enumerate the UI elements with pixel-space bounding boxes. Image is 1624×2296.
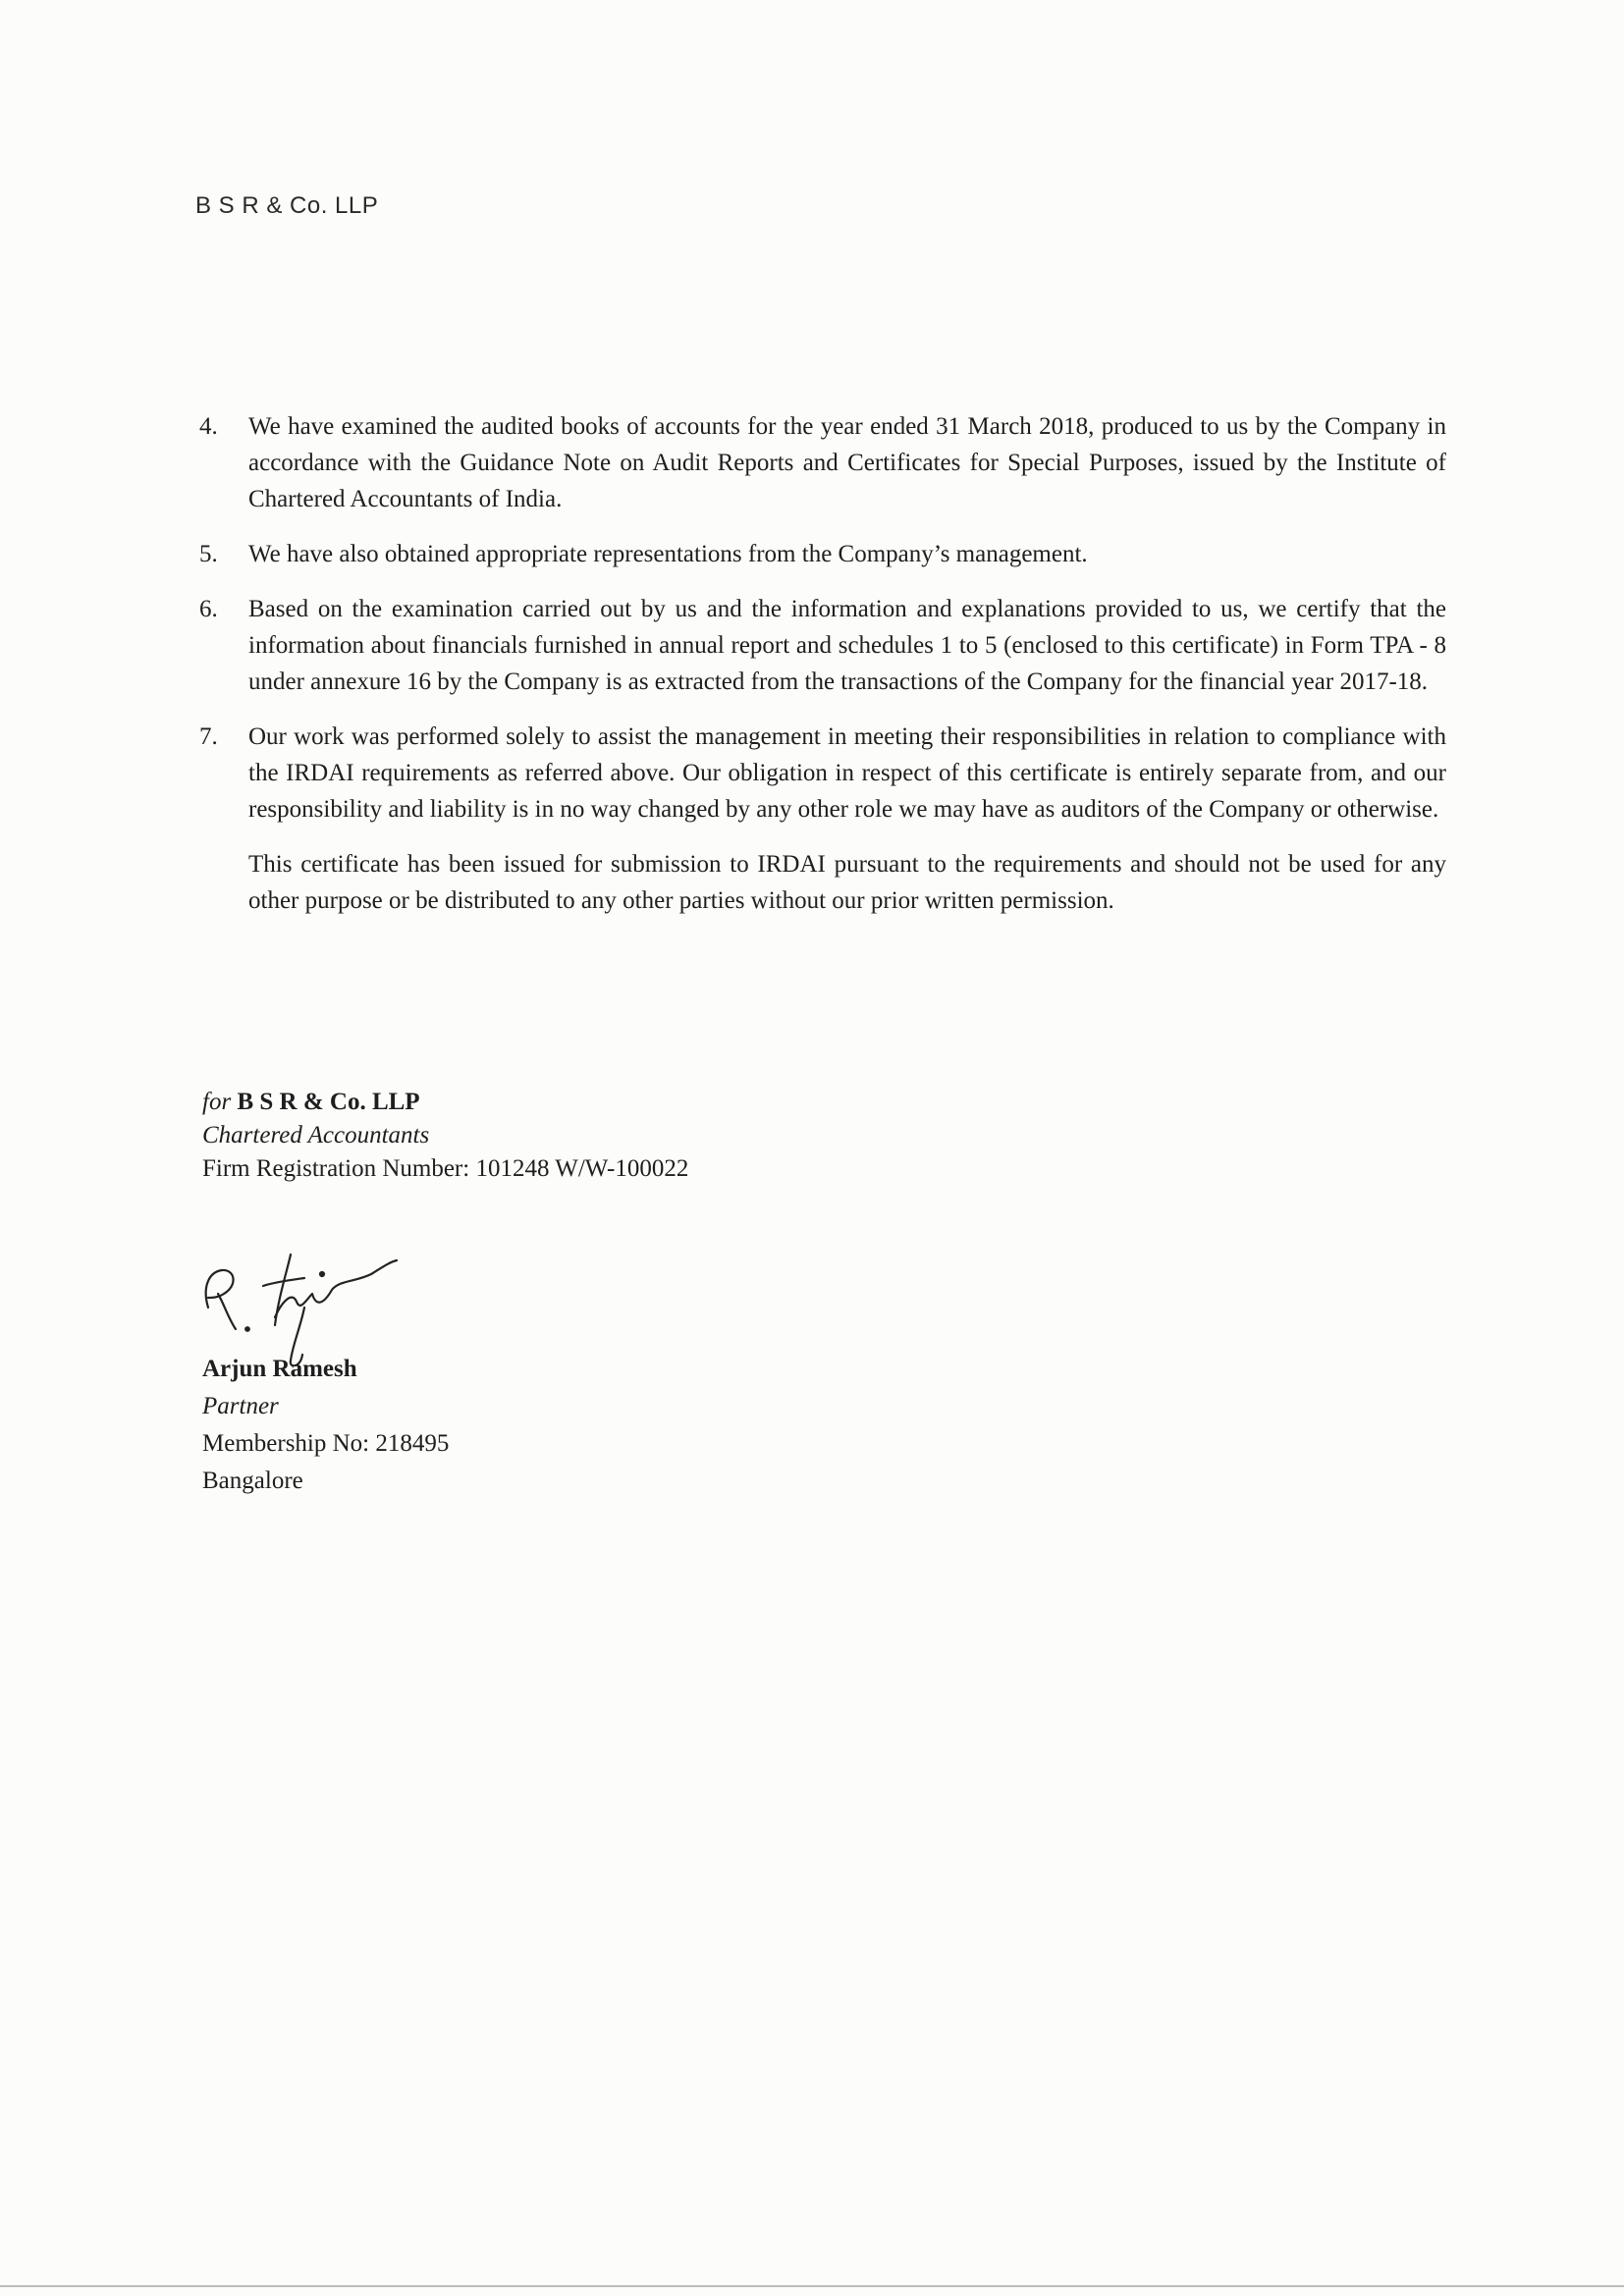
paragraph-7 <box>199 719 1446 828</box>
signoff-designation: Chartered Accountants <box>202 1122 430 1148</box>
certificate-body <box>199 408 1446 937</box>
paragraph-text: We have examined the audited books of accounts for the year ended 31 March 2018, produced to us by the Company in accordance with the Guidance Note on Audit Reports and Certificates for Special Purposes, issued by the Institute of Chartered Accountants of India. <box>248 413 1446 512</box>
closing-paragraph <box>199 846 1446 919</box>
signatory-block <box>202 1351 449 1500</box>
paragraph-text: This certificate has been issued for submission to IRDAI pursuant to the requirements and should not be used for any other purpose or be distributed to any other parties without our prior written permission. <box>248 851 1446 914</box>
signoff-for-prefix: for <box>202 1089 232 1115</box>
paragraph-6 <box>199 591 1446 700</box>
scan-edge-line <box>0 2285 1624 2287</box>
paragraph-4 <box>199 408 1446 517</box>
signoff-for-line <box>202 1086 688 1119</box>
signatory-role: Partner <box>202 1393 279 1419</box>
handwritten-signature <box>196 1239 412 1366</box>
firm-registration-number: Firm Registration Number: 101248 W/W-100022 <box>202 1155 689 1182</box>
paragraph-5 <box>199 536 1446 572</box>
paragraph-number: 5. <box>199 541 218 567</box>
paragraph-text: We have also obtained appropriate representations from the Company’s management. <box>248 541 1088 567</box>
paragraph-text: Based on the examination carried out by us and the information and explanations provided to us, we certify that the information about financials furnished in annual report and schedules 1 to 5 (enclosed to this certificate) in Form TPA - 8 under annexure 16 by the Company is as extracted from the transactions of the Company for the financial year 2017-18. <box>248 596 1446 695</box>
paragraph-text: Our work was performed solely to assist the management in meeting their responsibilities in relation to compliance with the IRDAI requirements as referred above. Our obligation in respect of this certificate is entirely separate from, and our responsibility and liability is in no way changed by any other role we may have as auditors of the Company or otherwise. <box>248 723 1446 823</box>
paragraph-number: 7. <box>199 723 218 750</box>
paragraph-number: 4. <box>199 413 218 440</box>
letterhead-firm-name: B S R & Co. LLP <box>195 192 379 219</box>
paragraph-number: 6. <box>199 596 218 622</box>
signatory-location: Bangalore <box>202 1468 303 1494</box>
membership-number: Membership No: 218495 <box>202 1430 450 1457</box>
signoff-block <box>202 1086 688 1186</box>
signatory-name: Arjun Ramesh <box>202 1356 357 1382</box>
signoff-firm-name: B S R & Co. LLP <box>237 1089 420 1115</box>
